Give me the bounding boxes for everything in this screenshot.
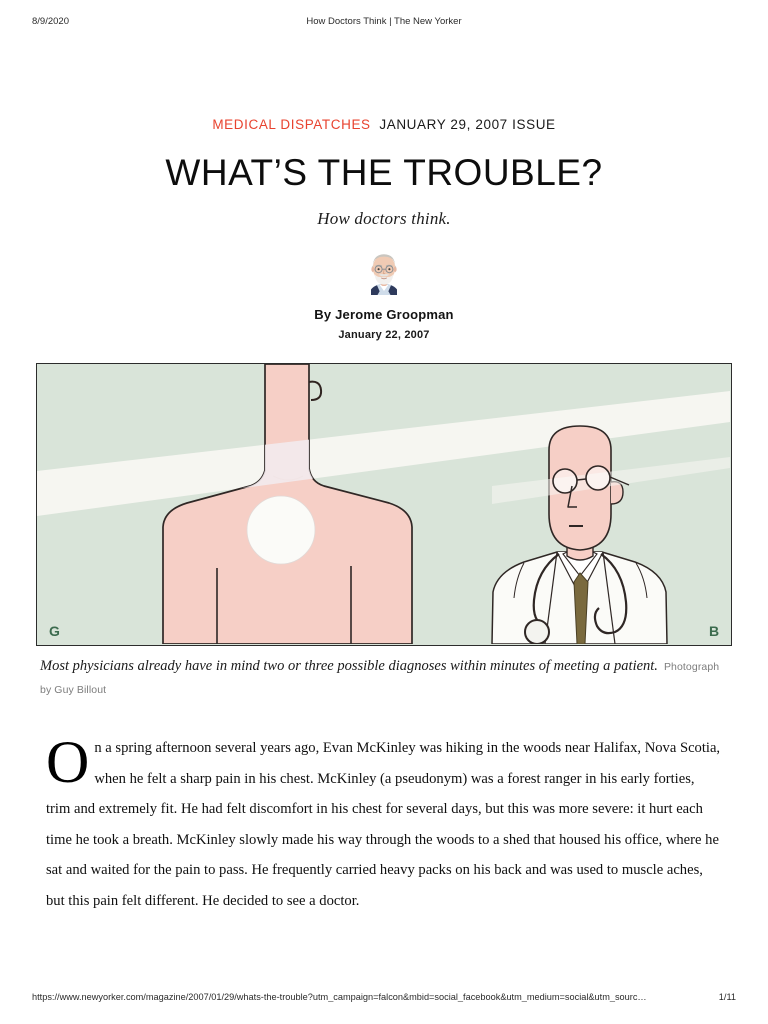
body-paragraph-1: [46, 729, 722, 916]
print-header-date: 8/9/2020: [32, 16, 69, 27]
print-footer-url: https://www.newyorker.com/magazine/2007/01/29/whats-the-trouble?utm_campaign=falcon&mbid=social_facebook&utm_medium=social&utm_sourc…: [32, 992, 647, 1002]
rubric-link[interactable]: MEDICAL DISPATCHES: [212, 117, 371, 132]
illustration: [36, 363, 732, 646]
page-title: WHAT’S THE TROUBLE?: [165, 151, 603, 193]
print-footer-page-number: 1/11: [718, 992, 736, 1002]
signature-right-text: B: [709, 623, 720, 640]
illustration-artwork: [37, 364, 730, 644]
body-paragraph-1-text: n a spring afternoon several years ago, Evan McKinley was hiking in the woods near Halifax, Nova Scotia, when he felt a sharp pain in his chest. McKinley (a pseudonym) was a forest ranger in his early forties, trim and extremely fit. He had felt discomfort in his chest for several days, but this was more severe: it hurt each time he took a breath. McKinley slowly made his way through the woods to a shed that housed his office, where he sat and waited for the pain to pass. He frequently carried heavy packs on his back and was used to muscle aches, but this pain felt different. He decided to see a doctor.: [46, 740, 721, 909]
article-kicker: [0, 118, 768, 132]
print-header-title: How Doctors Think | The New Yorker: [306, 16, 462, 27]
publication-date: January 22, 2007: [338, 329, 430, 342]
article-body: [46, 729, 722, 916]
article-figure: [36, 363, 732, 700]
figure-credit: Photograph by Guy Billout: [40, 661, 720, 696]
print-footer: [0, 992, 768, 1008]
article-dek: How doctors think.: [317, 209, 451, 229]
figure-caption-text: Most physicians already have in mind two or three possible diagnoses within minutes of meeting a patient.: [40, 658, 658, 675]
author-portrait-icon: [361, 247, 407, 295]
drop-cap: O: [46, 729, 90, 796]
figure-caption: [40, 655, 730, 700]
signature-left-text: G: [49, 623, 60, 640]
byline[interactable]: By Jerome Groopman: [314, 307, 454, 323]
avatar[interactable]: [361, 247, 407, 295]
issue-date-link[interactable]: JANUARY 29, 2007 ISSUE: [379, 117, 556, 132]
